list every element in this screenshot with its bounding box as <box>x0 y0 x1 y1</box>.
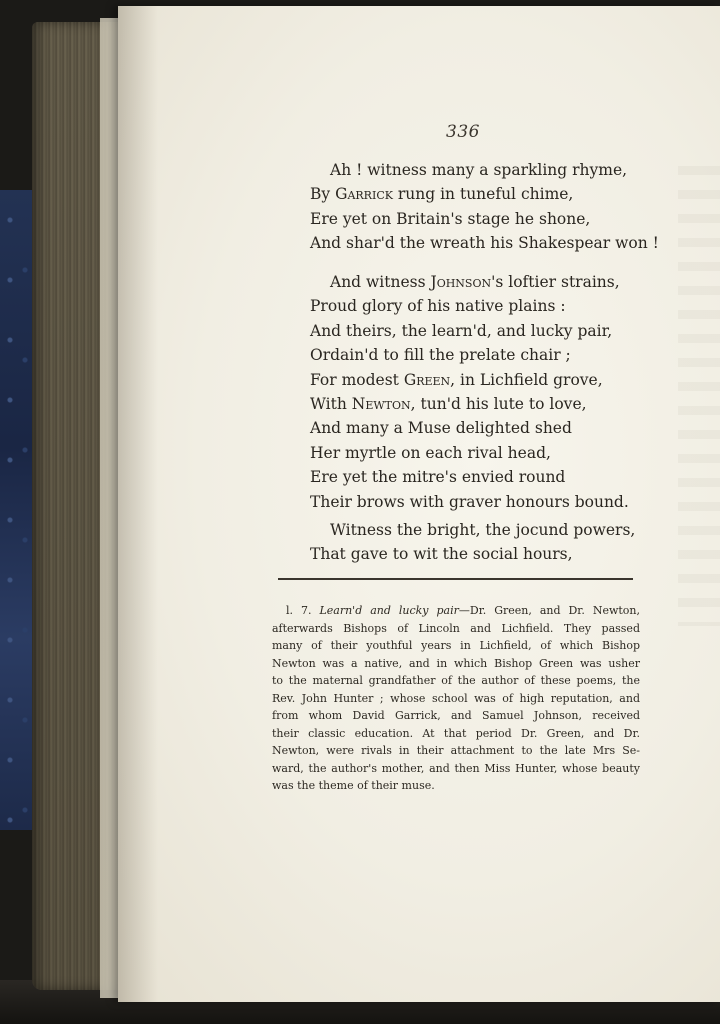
poem-line <box>310 270 720 294</box>
book-page <box>118 6 720 1002</box>
footnote-line: from whom David Garrick, and Samuel Johnson, received <box>272 709 640 722</box>
poem-line: Their brows with graver honours bound. <box>310 492 629 511</box>
poem-name-newton: Newton <box>351 395 411 414</box>
poem-name-garrick: Garrick <box>335 185 393 204</box>
poem-line: Ah ! witness many a sparkling rhyme, <box>330 161 628 179</box>
footnote-line: afterwards Bishops of Lincoln and Lichfield. They passed <box>272 621 640 635</box>
footnote-line: Newton, were rivals in their attachment to the late Mrs Se- <box>272 744 640 757</box>
poem-line: Witness the bright, the jocund powers, <box>330 521 636 539</box>
footnote-line: ward, the author's mother, and then Miss Hunter, whose beauty <box>272 761 640 775</box>
poem-line <box>310 182 720 206</box>
poem-text: With <box>310 395 352 414</box>
poem-text: rung in tuneful chime, <box>392 185 574 204</box>
poem-text: , tun'd his lute to love, <box>410 395 587 414</box>
poem-line <box>310 392 720 416</box>
poem-line: Ere yet on Britain's stage he shone, <box>310 209 591 228</box>
footnote-rule <box>278 578 633 580</box>
footnote-line <box>272 602 640 620</box>
footnote-line: Rev. John Hunter ; whose school was of high reputation, and <box>272 691 640 705</box>
poem-text: , in Lichfield grove, <box>450 370 603 389</box>
poem-text: For modest <box>310 370 404 389</box>
footnote-line: many of their youthful years in Lichfield, of which Bishop <box>272 639 640 652</box>
footnote-line: their classic education. At that period Dr. Green, and Dr. <box>272 726 640 740</box>
poem-stanza-2 <box>310 270 720 514</box>
poem-text: By <box>310 185 336 204</box>
poem-line: Proud glory of his native plains : <box>310 297 566 316</box>
poem-text: And witness <box>330 273 431 291</box>
footnote-line: Newton was a native, and in which Bishop Green was usher <box>272 656 640 670</box>
poem-name-johnson: Johnson <box>430 273 492 291</box>
poem-stanza-1 <box>310 158 720 256</box>
poem-line: And many a Muse delighted shed <box>310 419 572 438</box>
footnote-ref: l. 7. <box>286 604 312 617</box>
poem-line: Ere yet the mitre's envied round <box>310 468 566 487</box>
footnote-text: —Dr. Green, and Dr. Newton, <box>458 604 640 617</box>
poem-line <box>310 368 720 392</box>
footnote <box>272 602 640 795</box>
footnote-line: was the theme of their muse. <box>272 779 435 792</box>
page-gutter-shadow <box>118 6 158 1002</box>
poem-line: And shar'd the wreath his Shakespear won ! <box>310 234 659 253</box>
page-number: 336 <box>446 122 480 142</box>
poem-line: Her myrtle on each rival head, <box>310 443 551 462</box>
poem-stanza-3 <box>310 518 720 567</box>
footnote-line: to the maternal grandfather of the author of these poems, the <box>272 674 640 687</box>
poem-line: That gave to wit the social hours, <box>310 545 573 564</box>
poem-line: Ordain'd to fill the prelate chair ; <box>310 346 571 365</box>
footnote-lemma: Learn'd and lucky pair <box>319 604 459 617</box>
poem-text: 's loftier strains, <box>491 273 620 291</box>
poem-name-green: Green <box>403 370 451 389</box>
poem-line: And theirs, the learn'd, and lucky pair, <box>310 321 613 340</box>
